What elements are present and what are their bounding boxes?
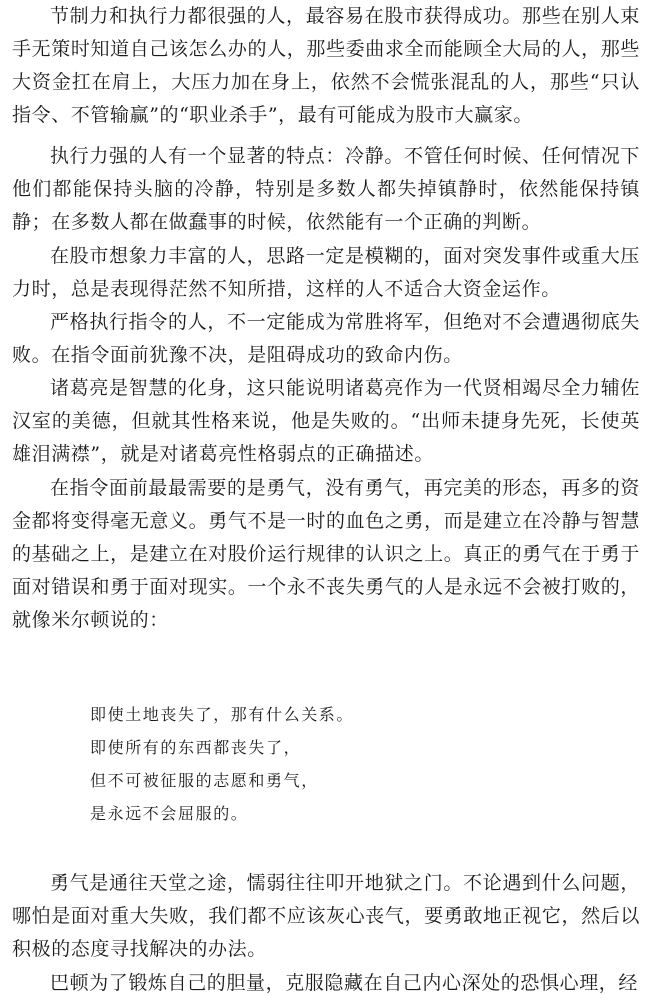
- quote-line-3: 但不可被征服的志愿和勇气，: [90, 771, 319, 790]
- paragraph-strict-execution: 严格执行指令的人，不一定能成为常胜将军，但绝对不会遭遇彻底失败。在指令面前犹豫不决，是阻碍成功的致命内伤。: [12, 311, 640, 366]
- quote-line-2: 即使所有的东西都丧失了，: [90, 738, 302, 757]
- quote-line-4: 是永远不会屈服的。: [90, 804, 249, 823]
- paragraph-patton: 巴顿为了锻炼自己的胆量，克服隐藏在自己内心深处的恐惧心理，经: [50, 972, 639, 994]
- milton-quote: [90, 698, 550, 830]
- paragraph-imagination: 在股市想象力丰富的人，思路一定是模糊的，面对突发事件或重大压力时，总是表现得茫然不知所措，这样的人不适合大资金运作。: [12, 245, 640, 300]
- paragraph-discipline-execution: 节制力和执行力都很强的人，最容易在股市获得成功。那些在别人束手无策时知道自己该怎么办的人，那些委曲求全而能顾全大局的人，那些大资金扛在肩上，大压力加在身上，依然不会慌张混乱的人，那些“只认指令、不管输赢”的“职业杀手”，最有可能成为股市大赢家。: [12, 5, 640, 126]
- paragraph-zhuge-liang: 诸葛亮是智慧的化身，这只能说明诸葛亮作为一代贤相竭尽全力辅佐汉室的美德，但就其性格来说，他是失败的。“出师未捷身先死，长使英雄泪满襟”，就是对诸葛亮性格弱点的正确描述。: [12, 377, 640, 465]
- paragraph-heaven-hell: 勇气是通往天堂之途，懦弱往往叩开地狱之门。不论遇到什么问题，哪怕是面对重大失败，我们都不应该灰心丧气，要勇敢地正视它，然后以积极的态度寻找解决的办法。: [12, 872, 640, 960]
- paragraph-calmness: 执行力强的人有一个显著的特点：冷静。不管任何时候、任何情况下他们都能保持头脑的冷静，特别是多数人都失掉镇静时，依然能保持镇静；在多数人都在做蠢事的时候，依然能有一个正确的判断。: [12, 145, 640, 233]
- quote-line-1: 即使土地丧失了，那有什么关系。: [90, 705, 355, 724]
- paragraph-courage: 在指令面前最最需要的是勇气，没有勇气，再完美的形态，再多的资金都将变得毫无意义。勇气不是一时的血色之勇，而是建立在冷静与智慧的基础之上，是建立在对股价运行规律的认识之上。真正的勇气在于勇于面对错误和勇于面对现实。一个永不丧失勇气的人是永远不会被打败的，就像米尔顿说的：: [12, 477, 640, 631]
